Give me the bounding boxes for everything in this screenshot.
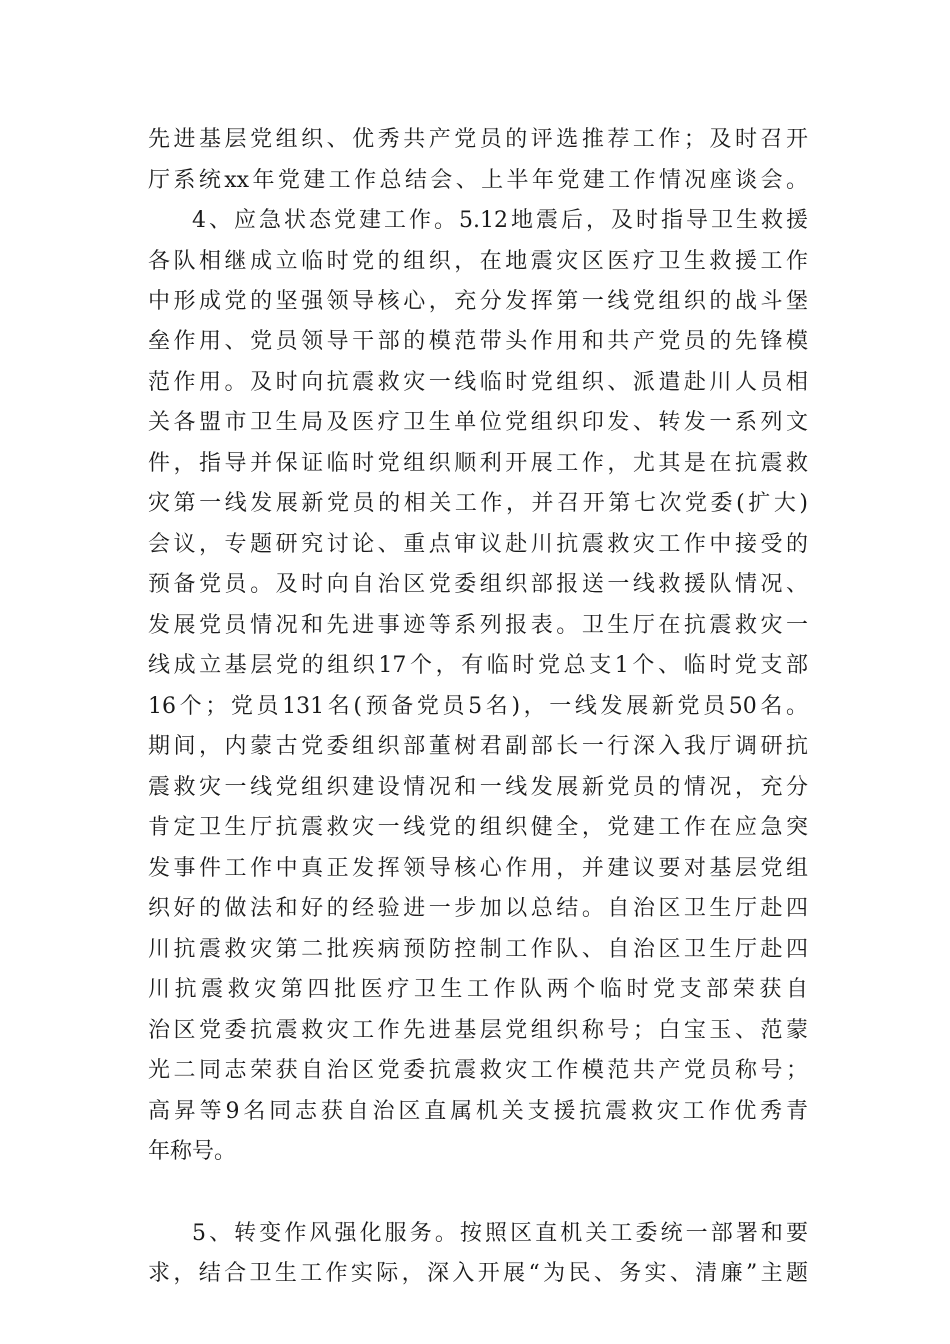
text-line: 垒作用、党员领导干部的模范带头作用和共产党员的先锋模 — [148, 329, 808, 354]
text-line: 中形成党的坚强领导核心，充分发挥第一线党组织的战斗堡 — [148, 289, 808, 314]
text-line: 5、转变作风强化服务。按照区直机关工委统一部署和要 — [192, 1221, 808, 1246]
text-line: 关各盟市卫生局及医疗卫生单位党组织印发、转发一系列文 — [148, 410, 808, 435]
text-line: 范作用。及时向抗震救灾一线临时党组织、派遣赴川人员相 — [148, 370, 808, 395]
text-line: 光二同志荣获自治区党委抗震救灾工作模范共产党员称号； — [148, 1058, 808, 1083]
text-line: 治区党委抗震救灾工作先进基层党组织称号；白宝玉、范蒙 — [148, 1018, 808, 1043]
text-line: 预备党员。及时向自治区党委组织部报送一线救援队情况、 — [148, 572, 808, 597]
text-line: 16个；党员131名(预备党员5名)，一线发展新党员50名。 — [148, 694, 808, 719]
text-line: 发展党员情况和先进事迹等系列报表。卫生厅在抗震救灾一 — [148, 613, 808, 638]
text-line: 川抗震救灾第二批疾病预防控制工作队、自治区卫生厅赴四 — [148, 937, 808, 962]
text-line: 厅系统xx年党建工作总结会、上半年党建工作情况座谈会。 — [148, 168, 808, 193]
text-line: 期间，内蒙古党委组织部董树君副部长一行深入我厅调研抗 — [148, 734, 808, 759]
text-line: 年称号。 — [148, 1139, 237, 1164]
text-line: 求，结合卫生工作实际，深入开展“为民、务实、清廉”主题 — [148, 1261, 808, 1286]
text-line: 灾第一线发展新党员的相关工作，并召开第七次党委(扩大) — [148, 491, 808, 516]
text-line: 先进基层党组织、优秀共产党员的评选推荐工作；及时召开 — [148, 127, 808, 152]
text-line: 震救灾一线党组织建设情况和一线发展新党员的情况，充分 — [148, 775, 808, 800]
text-line: 发事件工作中真正发挥领导核心作用，并建议要对基层党组 — [148, 856, 808, 881]
text-line: 肯定卫生厅抗震救灾一线党的组织健全，党建工作在应急突 — [148, 815, 808, 840]
text-line: 各队相继成立临时党的组织，在地震灾区医疗卫生救援工作 — [148, 249, 808, 274]
text-line: 川抗震救灾第四批医疗卫生工作队两个临时党支部荣获自 — [148, 977, 808, 1002]
text-line: 线成立基层党的组织17个，有临时党总支1个、临时党支部 — [148, 653, 808, 678]
text-line: 高昇等9名同志获自治区直属机关支援抗震救灾工作优秀青 — [148, 1099, 808, 1124]
text-line: 件，指导并保证临时党组织顺利开展工作，尤其是在抗震救 — [148, 451, 808, 476]
text-line: 会议，专题研究讨论、重点审议赴川抗震救灾工作中接受的 — [148, 532, 808, 557]
text-line: 织好的做法和好的经验进一步加以总结。自治区卫生厅赴四 — [148, 896, 808, 921]
text-line: 4、应急状态党建工作。5.12地震后，及时指导卫生救援 — [192, 208, 808, 233]
